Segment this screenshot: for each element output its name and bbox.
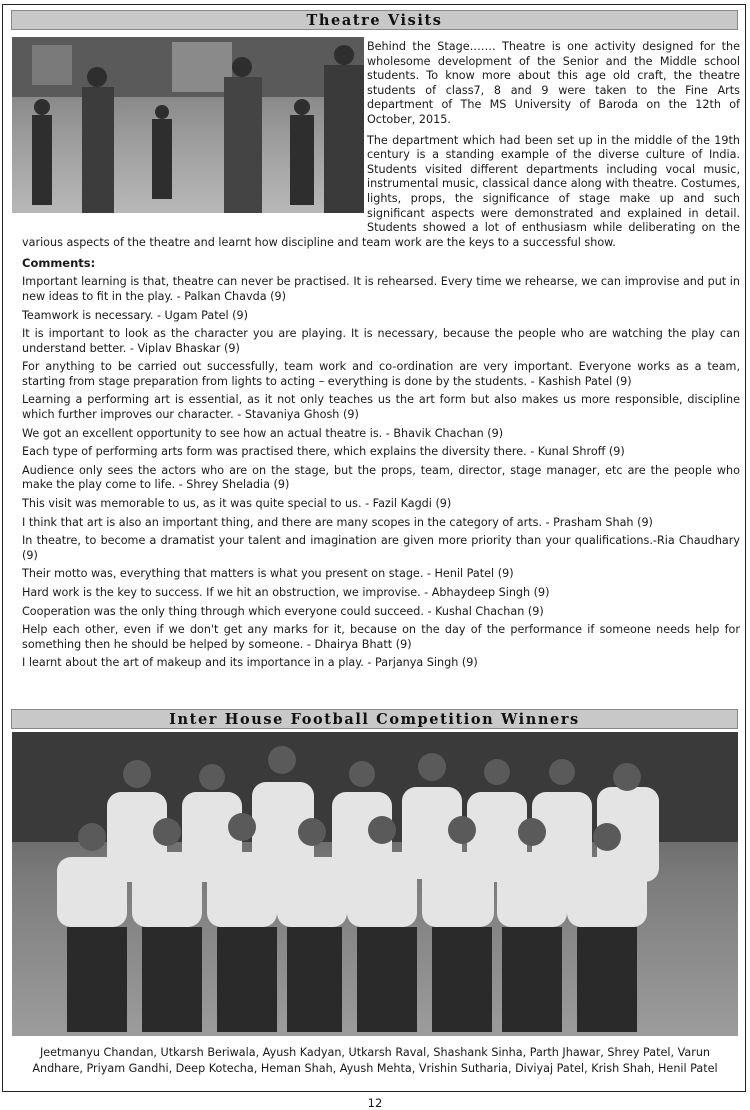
theatre-heading-text: Theatre Visits — [306, 12, 443, 29]
theatre-paragraph-1: Behind the Stage……. Theatre is one activity designed for the wholesome development of the Senior and the Middle school students. To know more about this age old craft, the theatre students of class7, 8 and 9 were taken to the Fine Arts department of The MS University of Baroda on the 12th of October, 2015. — [367, 40, 740, 126]
comment: Their motto was, everything that matters is what you present on stage. - Henil Patel (9) — [22, 567, 514, 581]
comment: In theatre, to become a dramatist your talent and imagination are given more priority than your qualifications.-Ria Chaudhary (9) — [22, 534, 740, 562]
comment: Help each other, even if we don't get any marks for it, because on the day of the performance if someone needs help for something then he should be helped by someone. - Dhairya Bhatt (9) — [22, 623, 740, 651]
comment: Hard work is the key to success. If we hit an obstruction, we improvise. - Abhaydeep Singh (9) — [22, 586, 550, 599]
comment: We got an excellent opportunity to see how an actual theatre is. - Bhavik Chachan (9) — [22, 426, 504, 440]
comment: I think that art is also an important thing, and there are many scopes in the category of arts. - Prasham Shah (9) — [22, 515, 653, 529]
comment: Audience only sees the actors who are on the stage, but the props, team, director, stage manager, etc are the people who make the play come to life. - Shrey Sheladia (9) — [22, 463, 740, 492]
comment: Teamwork is necessary. - Ugam Patel (9) — [22, 308, 249, 322]
comment: I learnt about the art of makeup and its importance in a play. - Parjanya Singh (9) — [22, 656, 478, 670]
comment: This visit was memorable to us, as it was quite special to us. - Fazil Kagdi (9) — [22, 497, 452, 511]
football-heading — [11, 709, 738, 729]
comment: Cooperation was the only thing through which everyone could succeed. - Kushal Chachan (9) — [22, 604, 544, 618]
page-number: 12 — [367, 1096, 383, 1110]
football-heading-text: Inter House Football Competition Winners — [169, 711, 580, 728]
football-team-photo — [12, 732, 738, 1036]
football-photo-image — [12, 732, 738, 1036]
comments-title: Comments: — [22, 256, 96, 271]
team-names-caption: Jeetmanyu Chandan, Utkarsh Beriwala, Ayush Kadyan, Utkarsh Raval, Shashank Sinha, Parth Jhawar, Shrey Patel, Varun Andhare, Priyam Gandhi, Deep Kotecha, Heman Shah, Ayush Mehta, Vrishin Sutharia, Diviyaj Patel, Krish Shah, Henil Patel — [32, 1046, 718, 1075]
photo-float-space — [22, 40, 367, 224]
comment: It is important to look as the character you are playing. It is necessary, because the people who are watching the play can understand better. - Viplav Bhaskar (9) — [22, 327, 740, 355]
theatre-heading — [11, 10, 738, 30]
comment: Learning a performing art is essential, as it not only teaches us the art form but also makes us more responsible, discipline which further improves our character. - Stavaniya Ghosh (9) — [22, 393, 740, 422]
comments-list — [22, 275, 740, 671]
comment: Important learning is that, theatre can never be practised. It is rehearsed. Every time we rehearse, we can improvise and put in new ideas to fit in the play. - Palkan Chavda (9) — [22, 275, 740, 303]
theatre-article — [22, 40, 740, 675]
comment: For anything to be carried out successfully, team work and co-ordination are very important. Everyone works as a team, starting from stage preparation from lights to acting – everything is done by the students. - Kashish Patel (9) — [22, 360, 740, 388]
comment: Each type of performing arts form was practised there, which explains the diversity there. - Kunal Shroff (9) — [22, 445, 625, 459]
theatre-paragraph-2: The department which had been set up in the middle of the 19th century is a standing example of the diverse culture of India. Students visited different departments including vocal music, instrumental music, classical dance along with theatre. Costumes, lights, props, the significance of stage make up and such significant aspects were demonstrated and explained in detail. Students showed a lot of enthusiasm while deliberating on the various aspects of the theatre and learnt how discipline and team work are the keys to a successful show. — [22, 133, 740, 249]
